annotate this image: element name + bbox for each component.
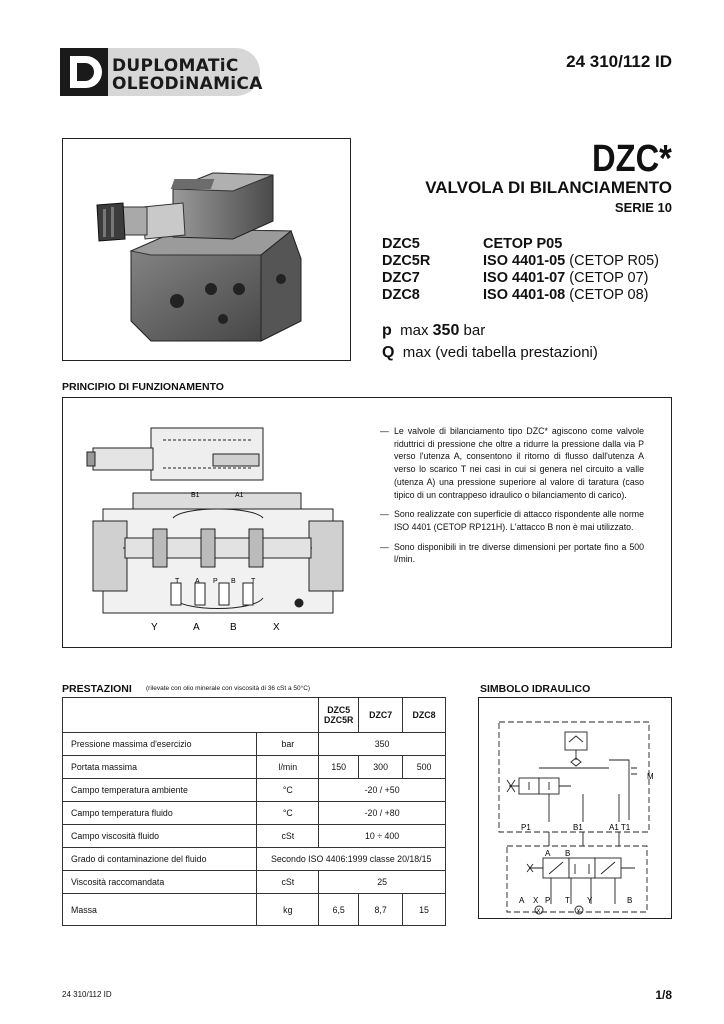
row-label: Campo temperatura fluido — [63, 802, 257, 825]
symbol-label-p: P — [545, 896, 551, 905]
row-label: Campo viscosità fluido — [63, 825, 257, 848]
model-standard-main: ISO 4401-08 — [483, 287, 566, 303]
label-b1: B1 — [191, 492, 200, 499]
label-t: T — [175, 578, 180, 585]
table-header-dzc5 — [319, 698, 359, 733]
model-standard — [483, 253, 659, 270]
row-label: Viscosità raccomandata — [63, 871, 257, 894]
table-row — [63, 779, 446, 802]
symbol-label-b1: B1 — [573, 823, 583, 832]
symbol-section-title: SIMBOLO IDRAULICO — [480, 683, 591, 695]
symbol-label-a-bottom: A — [519, 896, 525, 905]
label-a: A — [195, 578, 200, 585]
port-a-label: A — [193, 622, 200, 633]
model-standard-extra: (CETOP 07) — [565, 270, 649, 286]
model-standard — [483, 287, 649, 304]
row-value: 25 — [319, 871, 446, 894]
model-code: DZC7 — [382, 270, 420, 286]
row-value: -20 / +80 — [319, 802, 446, 825]
port-y-label: Y — [151, 622, 158, 633]
row-unit: bar — [257, 733, 319, 756]
pressure-value: 350 — [432, 322, 460, 339]
logo-line1: DUPLOMATiC — [112, 56, 239, 76]
product-photo-frame — [62, 138, 351, 361]
table-row — [63, 894, 446, 926]
symbol-label-p1: P1 — [521, 823, 531, 832]
header-dzc5: DZC5 — [327, 705, 351, 715]
model-row — [382, 270, 659, 287]
logo-line2: OLEODiNAMiCA — [112, 74, 263, 94]
model-standard-main: ISO 4401-05 — [483, 253, 566, 269]
row-value: 10 ÷ 400 — [319, 825, 446, 848]
row-value: 150 — [319, 756, 359, 779]
performance-section-title: PRESTAZIONI — [62, 683, 132, 695]
bullet-item: — Sono disponibili in tre diverse dimensioni per portate fino a 500 l/min. — [380, 541, 644, 566]
table-row — [63, 756, 446, 779]
product-subtitle: VALVOLA DI BILANCIAMENTO — [425, 178, 672, 197]
symbol-label-y-circle: Y — [576, 909, 581, 915]
row-value: -20 / +50 — [319, 779, 446, 802]
row-value: Secondo ISO 4406:1999 classe 20/18/15 — [257, 848, 446, 871]
bullet-item: — Le valvole di bilanciamento tipo DZC* agiscono come valvole riduttrici di pressione che oltre a ridurre la pressione dalla via P verso l'utenza A, consentono il ritorno di flusso dall'utenza A verso lo scarico T nei casi in cui si genera nel circuito a valle (utenza A) una pressione superiore al valore di taratura (caso tipico di un contrappeso idraulico o bilanciamento di carico). — [380, 425, 644, 501]
table-header-dzc7: DZC7 — [359, 698, 403, 733]
symbol-label-x: X — [533, 896, 539, 905]
row-value: 300 — [359, 756, 403, 779]
symbol-label-a-top: A — [545, 849, 551, 858]
symbol-label-t: T — [565, 896, 570, 905]
table-header-row — [63, 698, 446, 733]
model-row — [382, 236, 659, 253]
row-label: Pressione massima d'esercizio — [63, 733, 257, 756]
table-row — [63, 802, 446, 825]
row-label: Portata massima — [63, 756, 257, 779]
footer-document-code: 24 310/112 ID — [62, 990, 112, 999]
row-unit: cSt — [257, 871, 319, 894]
max-flow-line — [382, 344, 598, 362]
model-row — [382, 287, 659, 304]
row-unit: l/min — [257, 756, 319, 779]
row-unit: °C — [257, 802, 319, 825]
symbol-label-m: M — [647, 772, 654, 781]
flow-text: max (vedi tabella prestazioni) — [402, 344, 598, 361]
valve-illustration — [63, 139, 350, 360]
page-number: 1/8 — [655, 988, 672, 1002]
port-b-label: B — [230, 622, 237, 633]
row-value: 350 — [319, 733, 446, 756]
model-code: DZC5R — [382, 253, 431, 269]
symbol-label-b-top: B — [565, 849, 571, 858]
model-standard-main: ISO 4401-07 — [483, 270, 566, 286]
model-row — [382, 253, 659, 270]
row-label: Grado di contaminazione del fluido — [63, 848, 257, 871]
model-standard — [483, 236, 562, 253]
table-row — [63, 825, 446, 848]
label-p: P — [213, 578, 218, 585]
row-value: 15 — [403, 894, 446, 926]
port-x-label: X — [273, 622, 280, 633]
symbol-label-a1t1: A1 T1 — [609, 823, 631, 832]
model-list — [382, 236, 659, 304]
model-standard-main: CETOP P05 — [483, 236, 563, 252]
principle-section-title: PRINCIPIO DI FUNZIONAMENTO — [62, 381, 224, 393]
hydraulic-symbol — [479, 698, 671, 918]
row-label: Campo temperatura ambiente — [63, 779, 257, 802]
table-row — [63, 871, 446, 894]
max-pressure-line — [382, 322, 485, 340]
table-row — [63, 848, 446, 871]
bullet-item: — Sono realizzate con superficie di attacco rispondente alle norme ISO 4401 (CETOP RP121H). L'attacco B non è mai utilizzato. — [380, 508, 644, 533]
row-unit: kg — [257, 894, 319, 926]
performance-note: (rilevate con olio minerale con viscosità di 36 cSt a 50°C) — [146, 685, 311, 692]
row-value: 8,7 — [359, 894, 403, 926]
flow-symbol: Q — [382, 344, 395, 361]
row-value: 6,5 — [319, 894, 359, 926]
row-unit: cSt — [257, 825, 319, 848]
document-code: 24 310/112 ID — [566, 52, 672, 71]
model-standard-extra: (CETOP 08) — [565, 287, 649, 303]
symbol-label-y: Y — [587, 896, 593, 905]
table-header-dzc8: DZC8 — [403, 698, 446, 733]
row-label: Massa — [63, 894, 257, 926]
product-series: SERIE 10 — [614, 200, 672, 215]
label-a1: A1 — [235, 492, 244, 499]
hydraulic-symbol-frame — [478, 697, 672, 919]
model-standard — [483, 270, 649, 287]
principle-bullets — [380, 425, 644, 573]
pressure-symbol: p — [382, 322, 392, 339]
pressure-unit: bar — [463, 322, 486, 339]
header-dzc5r: DZC5R — [324, 715, 354, 725]
sectional-drawing — [63, 398, 363, 647]
label-t2: T — [251, 578, 256, 585]
product-title: DZC* — [592, 138, 672, 180]
symbol-label-b-bottom: B — [627, 896, 633, 905]
model-standard-extra: (CETOP R05) — [565, 253, 659, 269]
model-code: DZC8 — [382, 287, 420, 303]
table-header-empty — [63, 698, 319, 733]
label-b: B — [231, 578, 236, 585]
symbol-label-x-circle: X — [536, 909, 541, 915]
performance-table — [62, 697, 446, 926]
model-code: DZC5 — [382, 236, 420, 252]
row-value: 500 — [403, 756, 446, 779]
pressure-max-label: max — [400, 322, 429, 339]
table-row — [63, 733, 446, 756]
row-unit: °C — [257, 779, 319, 802]
